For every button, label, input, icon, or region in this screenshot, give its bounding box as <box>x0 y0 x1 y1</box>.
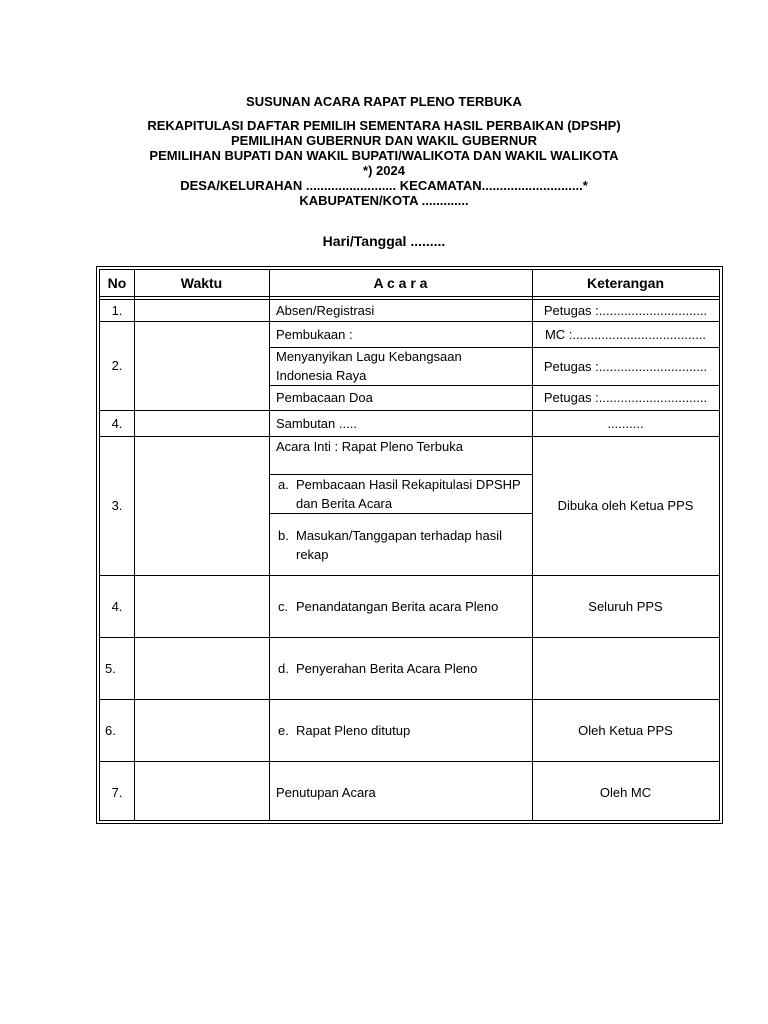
row-number: 4. <box>111 416 123 431</box>
document-subtitle <box>0 118 768 208</box>
agenda-subitem <box>278 721 528 740</box>
agenda-note: Petugas :.............................. <box>543 390 708 405</box>
row-divider <box>269 385 719 386</box>
header-rule <box>100 296 719 297</box>
row-number: 3. <box>111 498 123 513</box>
subtitle-line-bupati: PEMILIHAN BUPATI DAN WAKIL BUPATI/WALIKOTA DAN WAKIL WALIKOTA <box>149 148 619 163</box>
agenda-note: Seluruh PPS <box>588 599 663 614</box>
agenda-subitem <box>278 475 528 513</box>
subitem-text: Pembacaan Hasil Rekapitulasi DPSHP dan Berita Acara <box>296 477 521 511</box>
agenda-item: Absen/Registrasi <box>276 303 375 318</box>
row-divider <box>100 761 719 762</box>
col-header-waktu: Waktu <box>180 275 223 291</box>
subitem-label: e. <box>278 723 289 738</box>
row-divider <box>100 410 719 411</box>
row-divider <box>100 575 719 576</box>
subitem-label: b. <box>278 528 289 543</box>
row-number: 1. <box>111 303 123 318</box>
col-header-acara: A c a r a <box>373 275 428 291</box>
subtitle-line-dpshp: REKAPITULASI DAFTAR PEMILIH SEMENTARA HASIL PERBAIKAN (DPSHP) <box>147 118 621 133</box>
agenda-item: Sambutan ..... <box>276 416 357 431</box>
row-number: 2. <box>111 358 123 373</box>
agenda-table <box>96 266 723 824</box>
subitem-label: c. <box>278 599 289 614</box>
row-number: 6. <box>105 723 116 738</box>
subitem-text: Rapat Pleno ditutup <box>296 723 411 738</box>
col-header-keterangan: Keterangan <box>586 275 665 291</box>
agenda-note: Dibuka oleh Ketua PPS <box>557 498 694 513</box>
col-divider <box>134 270 135 820</box>
agenda-note: Petugas :.............................. <box>543 359 708 374</box>
subitem-text: Penyerahan Berita Acara Pleno <box>296 661 478 676</box>
agenda-subitem <box>278 659 528 678</box>
col-divider <box>269 270 270 820</box>
agenda-note: Oleh Ketua PPS <box>578 723 673 738</box>
row-number: 4. <box>111 599 123 614</box>
subtitle-line-year: *) 2024 <box>363 163 405 178</box>
agenda-item-main: Acara Inti : Rapat Pleno Terbuka <box>276 439 463 454</box>
agenda-item: Pembacaan Doa <box>276 390 373 405</box>
subitem-text: Masukan/Tanggapan terhadap hasil rekap <box>296 528 502 562</box>
agenda-item: Penutupan Acara <box>276 785 376 800</box>
subitem-label: d. <box>278 661 289 676</box>
subtitle-line-gubernur: PEMILIHAN GUBERNUR DAN WAKIL GUBERNUR <box>231 133 537 148</box>
row-number: 7. <box>111 785 123 800</box>
date-line: Hari/Tanggal ......... <box>322 233 446 249</box>
agenda-note: Petugas :.............................. <box>543 303 708 318</box>
row-divider <box>269 513 532 514</box>
agenda-subitem <box>278 526 508 564</box>
agenda-note: .......... <box>607 416 644 431</box>
subitem-text: Penandatangan Berita acara Pleno <box>296 599 499 614</box>
subtitle-line-desa: DESA/KELURAHAN ......................... KECAMATAN............................* <box>180 178 588 193</box>
agenda-item: Menyanyikan Lagu Kebangsaan Indonesia Raya <box>276 349 462 383</box>
subitem-label: a. <box>278 477 289 492</box>
agenda-note: MC :..................................... <box>544 327 707 342</box>
row-divider <box>100 321 719 322</box>
subtitle-line-kabupaten: KABUPATEN/KOTA ............. <box>299 193 469 208</box>
agenda-item: Pembukaan : <box>276 327 353 342</box>
agenda-note: Oleh MC <box>599 785 652 800</box>
agenda-subitem <box>278 597 528 616</box>
row-divider <box>100 637 719 638</box>
header-rule <box>100 299 719 300</box>
agenda-table-inner <box>99 269 720 821</box>
document-title: SUSUNAN ACARA RAPAT PLENO TERBUKA <box>246 94 522 109</box>
col-header-no: No <box>107 275 127 291</box>
row-number: 5. <box>105 661 116 676</box>
row-divider <box>100 699 719 700</box>
